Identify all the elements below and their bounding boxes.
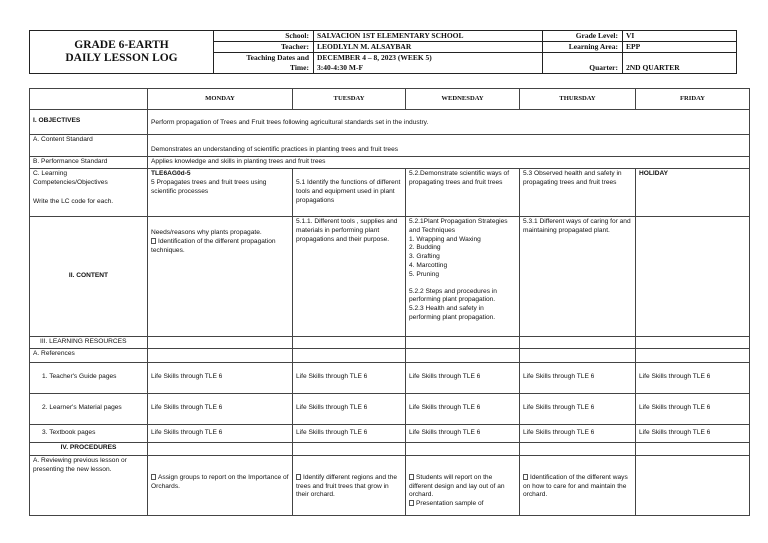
tb-tuesday: Life Skills through TLE 6	[293, 424, 406, 442]
content-wed-line: 5.2.1Plant Propagation Strategies and Techniques	[409, 218, 508, 234]
review-wed-line1-text: Students will report on the different design and lay out of an orchard.	[409, 473, 505, 499]
checkbox-icon	[523, 474, 528, 480]
corner-cell	[30, 89, 148, 110]
content-wed-line: 4. Marcotting	[409, 261, 448, 269]
review-wednesday	[406, 455, 520, 515]
review-tuesday-text: Identify different regions and the trees and fruit trees that grow in their orchard.	[296, 473, 398, 499]
objectives-text: Perform propagation of Trees and Fruit trees following agricultural standards set in the industry.	[148, 110, 750, 135]
checkbox-icon	[296, 474, 301, 480]
checkbox-icon	[151, 474, 156, 480]
review-tuesday	[293, 455, 406, 515]
review-wed-line2	[409, 500, 516, 509]
teacher-value: LEODLYLN M. ALSAYBAR	[317, 42, 412, 51]
content-monday-line2-text: Identification of the different propagation techniques.	[151, 237, 276, 254]
competencies-monday-text: 5 Propagates trees and fruit trees using scientific processes	[151, 178, 267, 195]
tb-friday: Life Skills through TLE 6	[636, 424, 750, 442]
area-value: EPP	[626, 42, 641, 51]
competencies-label-1: C. Learning	[33, 170, 68, 177]
content-wed-line: 1. Wrapping and Waxing	[409, 235, 481, 243]
area-label: Learning Area:	[568, 42, 618, 51]
content-wed-line: 3. Grafting	[409, 253, 440, 261]
lm-tuesday: Life Skills through TLE 6	[293, 393, 406, 424]
references-row	[30, 348, 750, 362]
review-monday-text: Assign groups to report on the Importance of Orchards.	[151, 473, 289, 490]
document-title	[30, 31, 214, 73]
grade-value: VI	[626, 31, 635, 40]
quarter-value: 2ND QUARTER	[626, 63, 680, 72]
content-wednesday	[406, 217, 520, 337]
day-monday: MONDAY	[148, 89, 293, 110]
teachers-guide-row	[30, 362, 750, 393]
tb-thursday: Life Skills through TLE 6	[520, 424, 636, 442]
objectives-row	[30, 110, 750, 135]
lm-wednesday: Life Skills through TLE 6	[406, 393, 520, 424]
tg-thursday: Life Skills through TLE 6	[520, 362, 636, 393]
textbook-label: 3. Textbook pages	[30, 424, 148, 442]
title-line-1: GRADE 6-EARTH	[74, 39, 169, 51]
competencies-label-3: Write the LC code for each.	[33, 197, 114, 205]
time-value: 3:40-4:30 M-F	[317, 63, 364, 72]
checkbox-icon	[409, 474, 414, 480]
competencies-row	[30, 169, 750, 217]
tb-wednesday: Life Skills through TLE 6	[406, 424, 520, 442]
procedures-label: IV. PROCEDURES	[30, 442, 148, 455]
time-label: Time:	[289, 63, 309, 72]
day-friday: FRIDAY	[636, 89, 750, 110]
content-row	[30, 217, 750, 337]
quarter-label: Quarter:	[589, 63, 618, 72]
content-friday	[636, 217, 750, 337]
competencies-monday	[148, 169, 293, 217]
content-tuesday: 5.1.1. Different tools , supplies and materials in performing plant propagations and their purpose.	[293, 217, 406, 337]
content-wed-line: 2. Budding	[409, 244, 441, 252]
content-monday	[148, 217, 293, 337]
content-thursday: 5.3.1 Different ways of caring for and maintaining propagated plant.	[520, 217, 636, 337]
content-wed-steps: 5.2.2 Steps and procedures in performing plant propagation.	[409, 287, 497, 304]
lm-thursday: Life Skills through TLE 6	[520, 393, 636, 424]
content-monday-line1: Needs/reasons why plants propagate.	[151, 229, 262, 236]
teachers-guide-label: 1. Teacher's Guide pages	[30, 362, 148, 393]
resources-row	[30, 337, 750, 349]
review-monday	[148, 455, 293, 515]
review-wed-line2-text: Presentation sample of	[416, 500, 484, 508]
learners-material-label: 2. Learner's Material pages	[30, 393, 148, 424]
review-thursday	[520, 455, 636, 515]
lesson-log-table	[29, 88, 750, 516]
tg-monday: Life Skills through TLE 6	[148, 362, 293, 393]
lm-friday: Life Skills through TLE 6	[636, 393, 750, 424]
content-wed-line: 5. Pruning	[409, 270, 440, 278]
dates-value: DECEMBER 4 – 8, 2023 (WEEK 5)	[317, 53, 432, 62]
tg-wednesday: Life Skills through TLE 6	[406, 362, 520, 393]
dates-label: Teaching Dates and	[246, 53, 309, 62]
teacher-label: Teacher:	[280, 42, 309, 51]
tg-tuesday: Life Skills through TLE 6	[293, 362, 406, 393]
resources-label: III. LEARNING RESOURCES	[30, 337, 148, 349]
performance-standard-label: B. Performance Standard	[30, 157, 148, 169]
competencies-tuesday: 5.1 Identify the functions of different tools and equipment used in plant propagations	[293, 169, 406, 217]
grade-label: Grade Level:	[575, 31, 618, 40]
day-thursday: THURSDAY	[520, 89, 636, 110]
content-standard-label: A. Content Standard	[30, 135, 148, 157]
checkbox-icon	[409, 500, 414, 506]
procedures-row	[30, 442, 750, 455]
review-friday	[636, 455, 750, 515]
checkbox-icon	[151, 238, 156, 244]
competencies-wednesday: 5.2.Demonstrate scientific ways of propagating trees and fruit trees	[406, 169, 520, 217]
tg-friday: Life Skills through TLE 6	[636, 362, 750, 393]
school-label: School:	[285, 31, 309, 40]
content-standard-row	[30, 135, 750, 157]
content-wed-safety: 5.2.3 Health and safety in performing plant propagation.	[409, 305, 496, 321]
content-monday-line2	[151, 238, 289, 256]
learners-material-row	[30, 393, 750, 424]
review-row	[30, 455, 750, 515]
competencies-label-2: Competencies/Objectives	[33, 178, 108, 186]
review-wed-line1	[409, 474, 516, 500]
review-thursday-text: Identification of the different ways on how to care for and maintain the orchard.	[523, 473, 628, 499]
performance-standard-row	[30, 157, 750, 169]
day-tuesday: TUESDAY	[293, 89, 406, 110]
day-header-row	[30, 89, 750, 110]
competencies-thursday: 5.3 Observed health and safety in propagating trees and fruit trees	[520, 169, 636, 217]
lm-monday: Life Skills through TLE 6	[148, 393, 293, 424]
textbook-row	[30, 424, 750, 442]
objectives-label: I. OBJECTIVES	[30, 110, 148, 135]
content-label: II. CONTENT	[30, 217, 148, 337]
tb-monday: Life Skills through TLE 6	[148, 424, 293, 442]
title-line-2: DAILY LESSON LOG	[65, 52, 178, 64]
review-label: A. Reviewing previous lesson or presenting the new lesson.	[30, 455, 148, 515]
day-wednesday: WEDNESDAY	[406, 89, 520, 110]
competencies-label	[30, 169, 148, 217]
competencies-friday: HOLIDAY	[636, 169, 750, 217]
content-standard-text: Demonstrates an understanding of scientific practices in planting trees and fruit trees	[148, 135, 750, 157]
lc-code: TLE6AG0d-5	[151, 170, 191, 177]
performance-standard-text: Applies knowledge and skills in planting trees and fruit trees	[148, 157, 750, 169]
lesson-log-header	[29, 30, 737, 74]
school-value: SALVACION 1ST ELEMENTARY SCHOOL	[317, 31, 464, 40]
references-label: A. References	[30, 348, 148, 362]
